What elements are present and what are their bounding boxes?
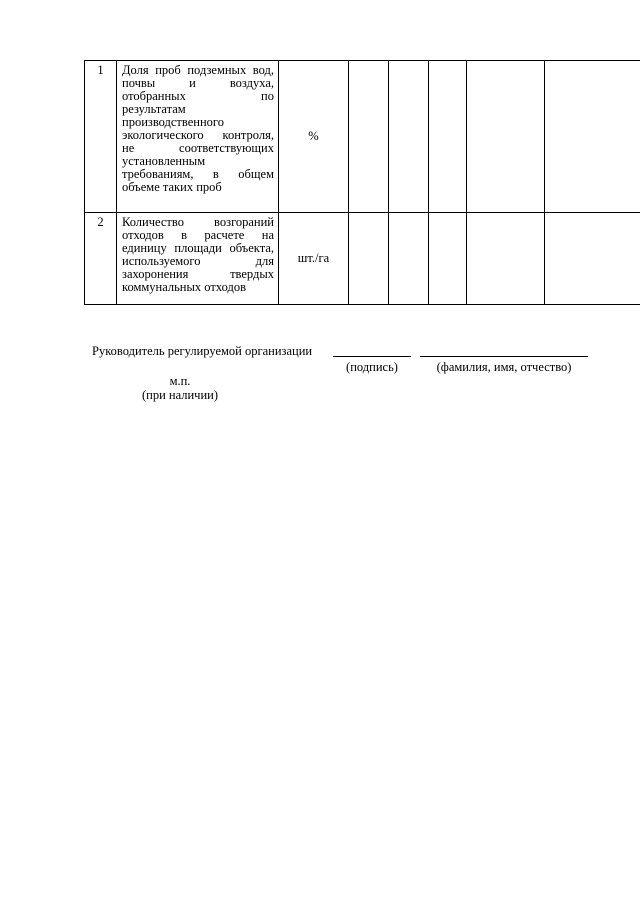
- indicator-name-line: используемого для: [122, 254, 274, 268]
- stamp-place: м.п.: [169, 374, 191, 388]
- indicator-name-line: не соответствующих: [122, 141, 274, 155]
- value-cell: [429, 213, 467, 305]
- indicators-table: [84, 60, 640, 305]
- row-number: 2: [85, 213, 117, 305]
- indicator-name-line: Доля проб подземных вод,: [122, 63, 274, 77]
- indicator-name-line: захоронения твердых: [122, 267, 274, 281]
- value-cell: [467, 213, 545, 305]
- indicator-name-line: производственного: [122, 115, 224, 129]
- unit-cell: шт./га: [279, 213, 349, 305]
- indicator-name-line: установленным: [122, 154, 206, 168]
- signatory-title: Руководитель регулируемой организации: [92, 344, 313, 358]
- indicator-name: [117, 213, 279, 305]
- full-name-line: [420, 356, 588, 357]
- full-name-caption: (фамилия, имя, отчество): [436, 360, 572, 374]
- indicator-name-line: отходов в расчете на: [122, 228, 274, 242]
- table-row: [85, 61, 640, 213]
- indicator-name-line: результатам: [122, 102, 186, 116]
- signature-line: [333, 356, 411, 357]
- indicator-name-line: Количество возгораний: [122, 215, 274, 229]
- value-cell: [467, 61, 545, 213]
- unit-cell: %: [279, 61, 349, 213]
- value-cell: [389, 61, 429, 213]
- signature-caption: (подпись): [346, 360, 398, 374]
- indicator-name-line: отобранных по: [122, 89, 274, 103]
- stamp-note: (при наличии): [141, 388, 219, 402]
- indicator-name-line: экологического контроля,: [122, 128, 274, 142]
- value-cell: [545, 213, 640, 305]
- indicator-name-line: почвы и воздуха,: [122, 76, 274, 90]
- table-row: [85, 213, 640, 305]
- value-cell: [349, 213, 389, 305]
- value-cell: [545, 61, 640, 213]
- indicator-name-line: объеме таких проб: [122, 180, 222, 194]
- row-number: 1: [85, 61, 117, 213]
- indicator-name: [117, 61, 279, 213]
- value-cell: [429, 61, 467, 213]
- indicator-name-line: требованиям, в общем: [122, 167, 274, 181]
- indicator-name-line: единицу площади объекта,: [122, 241, 274, 255]
- indicator-name-line: коммунальных отходов: [122, 280, 246, 294]
- value-cell: [389, 213, 429, 305]
- value-cell: [349, 61, 389, 213]
